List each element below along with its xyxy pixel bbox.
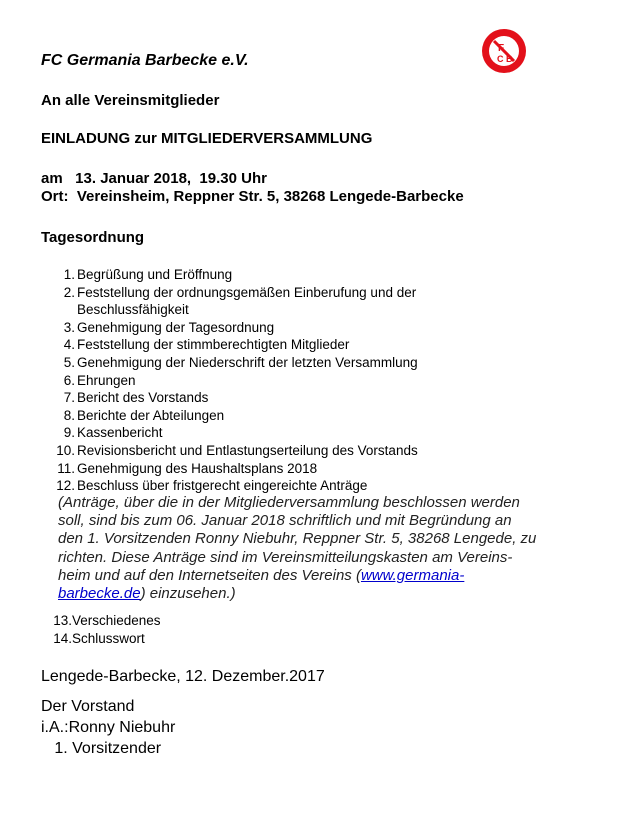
agenda-item: 12. Beschluss über fristgerecht eingereichte Anträge <box>56 478 368 494</box>
agenda-item: 10. Revisionsbericht und Entlastungserteilung des Vorstands <box>56 442 418 458</box>
note-line: richten. Diese Anträge sind im Vereinsmitteilungskasten am Vereins- <box>58 548 513 566</box>
invitation-title: EINLADUNG zur MITGLIEDERVERSAMMLUNG <box>41 130 373 147</box>
note-line: (Anträge, über die in der Mitgliederversammlung beschlossen werden <box>58 494 520 511</box>
note-line: den 1. Vorsitzenden Ronny Niebuhr, Reppner Str. 5, 38268 Lengede, zu <box>58 530 537 548</box>
signature-name: i.A.:Ronny Niebuhr <box>41 719 176 736</box>
agenda-item: 8. Berichte der Abteilungen <box>63 407 225 423</box>
svg-text:B: B <box>506 54 513 64</box>
agenda-item: 3. Genehmigung der Tagesordnung <box>63 319 275 335</box>
agenda-item: 4. Feststellung der stimmberechtigten Mitglieder <box>63 337 350 353</box>
svg-text:C: C <box>497 54 504 64</box>
agenda-item: 6. Ehrungen <box>63 372 136 388</box>
agenda-list-tail <box>48 612 161 647</box>
meeting-date: am 13. Januar 2018, 19.30 Uhr <box>41 170 267 187</box>
signature-board: Der Vorstand <box>41 698 135 715</box>
club-name: FC Germania Barbecke e.V. <box>41 52 249 69</box>
svg-text:F: F <box>498 43 505 54</box>
note-line: barbecke.de) einzusehen.) <box>58 585 236 603</box>
agenda-item: 7. Bericht des Vorstands <box>63 390 209 406</box>
club-logo <box>481 28 527 74</box>
agenda-item-continuation: Beschlussfähigkeit <box>77 302 189 318</box>
agenda-item: 11. Genehmigung des Haushaltsplans 2018 <box>57 460 318 476</box>
agenda-item: 1. Begrüßung und Eröffnung <box>63 267 233 282</box>
website-link[interactable]: www.germania- <box>360 566 465 584</box>
agenda-list <box>48 266 608 495</box>
agenda-item: 5. Genehmigung der Niederschrift der letzten Versammlung <box>63 354 418 370</box>
signature-role: 1. Vorsitzender <box>41 740 162 757</box>
meeting-location: Ort: Vereinsheim, Reppner Str. 5, 38268 Lengede-Barbecke <box>41 188 464 205</box>
agenda-title: Tagesordnung <box>41 229 145 246</box>
motions-note <box>58 494 598 603</box>
agenda-item: 2. Feststellung der ordnungsgemäßen Einberufung und der <box>63 284 417 300</box>
note-line: heim und auf den Internetseiten des Vereins (www.germania- <box>58 566 465 584</box>
recipients-line: An alle Vereinsmitglieder <box>41 92 220 109</box>
agenda-item: 9. Kassenbericht <box>63 425 163 441</box>
website-link[interactable]: barbecke.de <box>58 585 141 603</box>
agenda-item: 13.Verschiedenes <box>53 613 161 628</box>
agenda-item: 14.Schlusswort <box>53 630 145 646</box>
place-date: Lengede-Barbecke, 12. Dezember.2017 <box>41 668 325 685</box>
note-line: soll, sind bis zum 06. Januar 2018 schriftlich und mit Begründung an <box>58 512 512 530</box>
